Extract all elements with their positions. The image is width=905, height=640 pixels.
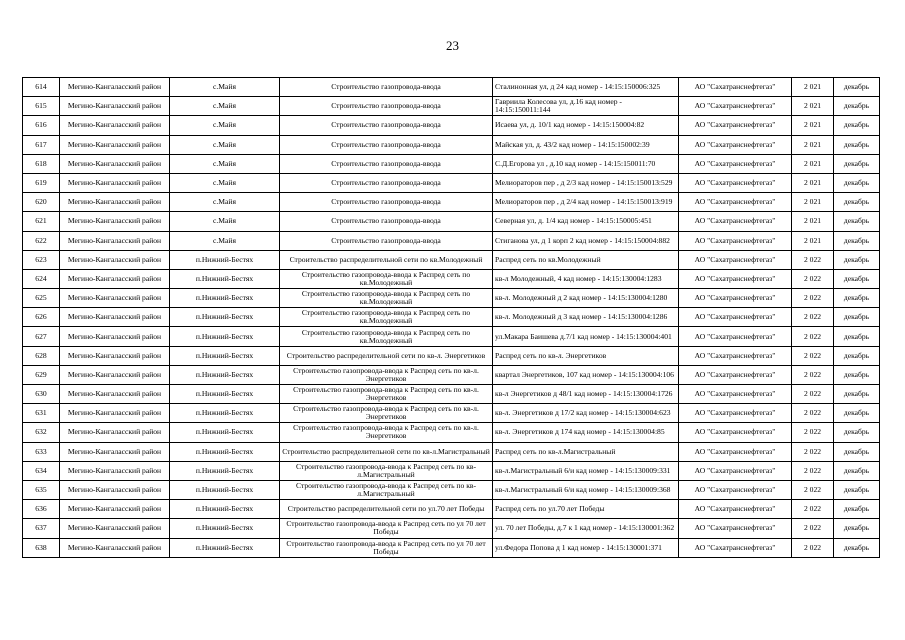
year-cell: 2 021 — [792, 116, 834, 135]
address-cell: кв-л Энергетиков д 48/1 кад номер - 14:15:130004:1726 — [493, 385, 679, 404]
row-number-cell: 631 — [23, 404, 60, 423]
page-number: 23 — [446, 38, 459, 53]
work-type-cell: Строительство газопровода-ввода к Распред сеть по кв-л. Энергетиков — [280, 423, 493, 442]
table-row — [23, 154, 880, 173]
district-cell: Мегино-Кангаласский район — [60, 116, 170, 135]
settlement-cell: с.Майя — [170, 154, 280, 173]
organization-cell: АО "Сахатранснефтегаз" — [679, 231, 792, 250]
work-type-cell: Строительство газопровода-ввода — [280, 135, 493, 154]
table-row — [23, 385, 880, 404]
table-row — [23, 442, 880, 461]
district-cell: Мегино-Кангаласский район — [60, 154, 170, 173]
work-type-cell: Строительство газопровода-ввода к Распред сеть по ул 70 лет Победы — [280, 538, 493, 557]
organization-cell: АО "Сахатранснефтегаз" — [679, 193, 792, 212]
organization-cell: АО "Сахатранснефтегаз" — [679, 442, 792, 461]
year-cell: 2 022 — [792, 250, 834, 269]
work-type-cell: Строительство газопровода-ввода — [280, 193, 493, 212]
table-row — [23, 423, 880, 442]
row-number-cell: 621 — [23, 212, 60, 231]
month-cell: декабрь — [834, 365, 880, 384]
month-cell: декабрь — [834, 519, 880, 538]
organization-cell: АО "Сахатранснефтегаз" — [679, 308, 792, 327]
year-cell: 2 021 — [792, 173, 834, 192]
organization-cell: АО "Сахатранснефтегаз" — [679, 538, 792, 557]
organization-cell: АО "Сахатранснефтегаз" — [679, 346, 792, 365]
year-cell: 2 022 — [792, 385, 834, 404]
address-cell: Стиганова ул, д 1 корп 2 кад номер - 14:15:150004:882 — [493, 231, 679, 250]
organization-cell: АО "Сахатранснефтегаз" — [679, 173, 792, 192]
work-type-cell: Строительство газопровода-ввода к Распред сеть по кв.Молодежный — [280, 269, 493, 288]
organization-cell: АО "Сахатранснефтегаз" — [679, 135, 792, 154]
work-type-cell: Строительство газопровода-ввода к Распред сеть по кв-л. Энергетиков — [280, 404, 493, 423]
work-type-cell: Строительство газопровода-ввода — [280, 173, 493, 192]
row-number-cell: 627 — [23, 327, 60, 346]
month-cell: декабрь — [834, 212, 880, 231]
district-cell: Мегино-Кангаласский район — [60, 250, 170, 269]
table-row — [23, 404, 880, 423]
year-cell: 2 022 — [792, 327, 834, 346]
year-cell: 2 021 — [792, 212, 834, 231]
settlement-cell: п.Нижний-Бестях — [170, 480, 280, 499]
row-number-cell: 617 — [23, 135, 60, 154]
row-number-cell: 638 — [23, 538, 60, 557]
year-cell: 2 022 — [792, 500, 834, 519]
year-cell: 2 021 — [792, 78, 834, 97]
row-number-cell: 625 — [23, 289, 60, 308]
district-cell: Мегино-Кангаласский район — [60, 404, 170, 423]
work-type-cell: Строительство газопровода-ввода — [280, 154, 493, 173]
month-cell: декабрь — [834, 404, 880, 423]
settlement-cell: п.Нижний-Бестях — [170, 461, 280, 480]
organization-cell: АО "Сахатранснефтегаз" — [679, 78, 792, 97]
month-cell: декабрь — [834, 154, 880, 173]
district-cell: Мегино-Кангаласский район — [60, 500, 170, 519]
work-type-cell: Строительство газопровода-ввода к Распред сеть по кв-л. Энергетиков — [280, 385, 493, 404]
settlement-cell: п.Нижний-Бестях — [170, 538, 280, 557]
table-row — [23, 212, 880, 231]
row-number-cell: 623 — [23, 250, 60, 269]
organization-cell: АО "Сахатранснефтегаз" — [679, 154, 792, 173]
row-number-cell: 634 — [23, 461, 60, 480]
table-row — [23, 346, 880, 365]
work-type-cell: Строительство распределительной сети по кв.Молодежный — [280, 250, 493, 269]
table-row — [23, 500, 880, 519]
organization-cell: АО "Сахатранснефтегаз" — [679, 116, 792, 135]
address-cell: кв-л. Молодежный д 2 кад номер - 14:15:130004:1280 — [493, 289, 679, 308]
year-cell: 2 022 — [792, 519, 834, 538]
settlement-cell: п.Нижний-Бестях — [170, 404, 280, 423]
work-type-cell: Строительство газопровода-ввода — [280, 231, 493, 250]
district-cell: Мегино-Кангаласский район — [60, 289, 170, 308]
month-cell: декабрь — [834, 193, 880, 212]
settlement-cell: с.Майя — [170, 173, 280, 192]
settlement-cell: п.Нижний-Бестях — [170, 385, 280, 404]
month-cell: декабрь — [834, 461, 880, 480]
year-cell: 2 022 — [792, 461, 834, 480]
address-cell: Распред сеть по кв-л.Магистральный — [493, 442, 679, 461]
month-cell: декабрь — [834, 308, 880, 327]
settlement-cell: с.Майя — [170, 116, 280, 135]
year-cell: 2 022 — [792, 289, 834, 308]
table-row — [23, 289, 880, 308]
month-cell: декабрь — [834, 480, 880, 499]
year-cell: 2 021 — [792, 193, 834, 212]
organization-cell: АО "Сахатранснефтегаз" — [679, 480, 792, 499]
month-cell: декабрь — [834, 97, 880, 116]
month-cell: декабрь — [834, 173, 880, 192]
table-row — [23, 231, 880, 250]
row-number-cell: 637 — [23, 519, 60, 538]
organization-cell: АО "Сахатранснефтегаз" — [679, 519, 792, 538]
settlement-cell: с.Майя — [170, 97, 280, 116]
district-cell: Мегино-Кангаласский район — [60, 461, 170, 480]
organization-cell: АО "Сахатранснефтегаз" — [679, 250, 792, 269]
table-row — [23, 365, 880, 384]
year-cell: 2 021 — [792, 97, 834, 116]
row-number-cell: 620 — [23, 193, 60, 212]
address-cell: Майская ул, д. 43/2 кад номер - 14:15:150002:39 — [493, 135, 679, 154]
settlement-cell: п.Нижний-Бестях — [170, 308, 280, 327]
work-type-cell: Строительство газопровода-ввода к Распред сеть по ул 70 лет Победы — [280, 519, 493, 538]
table-row — [23, 250, 880, 269]
district-cell: Мегино-Кангаласский район — [60, 385, 170, 404]
settlement-cell: п.Нижний-Бестях — [170, 346, 280, 365]
address-cell: Северная ул, д. 1/4 кад номер - 14:15:150005:451 — [493, 212, 679, 231]
row-number-cell: 635 — [23, 480, 60, 499]
settlement-cell: п.Нижний-Бестях — [170, 250, 280, 269]
table-row — [23, 97, 880, 116]
year-cell: 2 022 — [792, 538, 834, 557]
table-body — [23, 78, 880, 558]
work-type-cell: Строительство газопровода-ввода к Распред сеть по кв.Молодежный — [280, 308, 493, 327]
year-cell: 2 022 — [792, 404, 834, 423]
month-cell: декабрь — [834, 269, 880, 288]
year-cell: 2 022 — [792, 346, 834, 365]
month-cell: декабрь — [834, 116, 880, 135]
settlement-cell: с.Майя — [170, 135, 280, 154]
month-cell: декабрь — [834, 289, 880, 308]
work-type-cell: Строительство распределительной сети по кв-л.Магистральный — [280, 442, 493, 461]
address-cell: ул. 70 лет Победы, д.7 к 1 кад номер - 14:15:130001:362 — [493, 519, 679, 538]
table-row — [23, 327, 880, 346]
month-cell: декабрь — [834, 500, 880, 519]
table-row — [23, 193, 880, 212]
district-cell: Мегино-Кангаласский район — [60, 346, 170, 365]
address-cell: ул.Макара Баишева д.7/1 кад номер - 14:15:130004:401 — [493, 327, 679, 346]
district-cell: Мегино-Кангаласский район — [60, 97, 170, 116]
settlement-cell: с.Майя — [170, 231, 280, 250]
settlement-cell: п.Нижний-Бестях — [170, 269, 280, 288]
address-cell: Мелиораторов пер , д 2/3 кад номер - 14:15:150013:529 — [493, 173, 679, 192]
register-table — [22, 77, 880, 558]
row-number-cell: 615 — [23, 97, 60, 116]
table-row — [23, 78, 880, 97]
row-number-cell: 630 — [23, 385, 60, 404]
district-cell: Мегино-Кангаласский район — [60, 442, 170, 461]
settlement-cell: с.Майя — [170, 78, 280, 97]
row-number-cell: 632 — [23, 423, 60, 442]
table-row — [23, 308, 880, 327]
month-cell: декабрь — [834, 135, 880, 154]
row-number-cell: 618 — [23, 154, 60, 173]
work-type-cell: Строительство газопровода-ввода к Распред сеть по кв.Молодежный — [280, 289, 493, 308]
row-number-cell: 616 — [23, 116, 60, 135]
row-number-cell: 624 — [23, 269, 60, 288]
year-cell: 2 021 — [792, 135, 834, 154]
month-cell: декабрь — [834, 78, 880, 97]
district-cell: Мегино-Кангаласский район — [60, 135, 170, 154]
year-cell: 2 022 — [792, 442, 834, 461]
district-cell: Мегино-Кангаласский район — [60, 538, 170, 557]
organization-cell: АО "Сахатранснефтегаз" — [679, 423, 792, 442]
work-type-cell: Строительство газопровода-ввода — [280, 212, 493, 231]
organization-cell: АО "Сахатранснефтегаз" — [679, 269, 792, 288]
row-number-cell: 622 — [23, 231, 60, 250]
settlement-cell: п.Нижний-Бестях — [170, 442, 280, 461]
year-cell: 2 022 — [792, 269, 834, 288]
table-row — [23, 135, 880, 154]
work-type-cell: Строительство газопровода-ввода к Распред сеть по кв-л. Энергетиков — [280, 365, 493, 384]
address-cell: кв-л. Энергетиков д 174 кад номер - 14:15:130004:85 — [493, 423, 679, 442]
address-cell: Гавриила Колесова ул, д.16 кад номер - 14:15:150011:144 — [493, 97, 679, 116]
address-cell: С.Д.Егорова ул , д.10 кад номер - 14:15:150011:70 — [493, 154, 679, 173]
settlement-cell: п.Нижний-Бестях — [170, 423, 280, 442]
address-cell: кв-л Молодежный, 4 кад номер - 14:15:130004:1283 — [493, 269, 679, 288]
address-cell: квартал Энергетиков, 107 кад номер - 14:15:130004:106 — [493, 365, 679, 384]
month-cell: декабрь — [834, 327, 880, 346]
work-type-cell: Строительство газопровода-ввода к Распред сеть по кв-л.Магистральный — [280, 461, 493, 480]
work-type-cell: Строительство газопровода-ввода к Распред сеть по кв.Молодежный — [280, 327, 493, 346]
row-number-cell: 619 — [23, 173, 60, 192]
work-type-cell: Строительство распределительной сети по ул.70 лет Победы — [280, 500, 493, 519]
table-row — [23, 116, 880, 135]
month-cell: декабрь — [834, 231, 880, 250]
month-cell: декабрь — [834, 423, 880, 442]
month-cell: декабрь — [834, 346, 880, 365]
year-cell: 2 022 — [792, 365, 834, 384]
row-number-cell: 628 — [23, 346, 60, 365]
address-cell: кв-л. Энергетиков д 17/2 кад номер - 14:15:130004:623 — [493, 404, 679, 423]
district-cell: Мегино-Кангаласский район — [60, 231, 170, 250]
table-row — [23, 461, 880, 480]
district-cell: Мегино-Кангаласский район — [60, 308, 170, 327]
work-type-cell: Строительство газопровода-ввода — [280, 116, 493, 135]
address-cell: Распред сеть по кв-л. Энергетиков — [493, 346, 679, 365]
settlement-cell: с.Майя — [170, 212, 280, 231]
row-number-cell: 636 — [23, 500, 60, 519]
organization-cell: АО "Сахатранснефтегаз" — [679, 404, 792, 423]
district-cell: Мегино-Кангаласский район — [60, 519, 170, 538]
settlement-cell: п.Нижний-Бестях — [170, 327, 280, 346]
organization-cell: АО "Сахатранснефтегаз" — [679, 327, 792, 346]
district-cell: Мегино-Кангаласский район — [60, 193, 170, 212]
organization-cell: АО "Сахатранснефтегаз" — [679, 385, 792, 404]
district-cell: Мегино-Кангаласский район — [60, 365, 170, 384]
district-cell: Мегино-Кангаласский район — [60, 78, 170, 97]
table-row — [23, 519, 880, 538]
year-cell: 2 021 — [792, 231, 834, 250]
organization-cell: АО "Сахатранснефтегаз" — [679, 97, 792, 116]
address-cell: Сталинонная ул, д 24 кад номер - 14:15:150006:325 — [493, 78, 679, 97]
address-cell: Мелиораторов пер , д 2/4 кад номер - 14:15:150013:919 — [493, 193, 679, 212]
year-cell: 2 022 — [792, 480, 834, 499]
row-number-cell: 633 — [23, 442, 60, 461]
settlement-cell: п.Нижний-Бестях — [170, 500, 280, 519]
district-cell: Мегино-Кангаласский район — [60, 212, 170, 231]
address-cell: Распред сеть по кв.Молодежный — [493, 250, 679, 269]
row-number-cell: 626 — [23, 308, 60, 327]
row-number-cell: 629 — [23, 365, 60, 384]
month-cell: декабрь — [834, 385, 880, 404]
table-row — [23, 538, 880, 557]
district-cell: Мегино-Кангаласский район — [60, 480, 170, 499]
address-cell: Исаева ул, д. 10/1 кад номер - 14:15:150004:82 — [493, 116, 679, 135]
district-cell: Мегино-Кангаласский район — [60, 269, 170, 288]
district-cell: Мегино-Кангаласский район — [60, 327, 170, 346]
organization-cell: АО "Сахатранснефтегаз" — [679, 500, 792, 519]
district-cell: Мегино-Кангаласский район — [60, 173, 170, 192]
month-cell: декабрь — [834, 538, 880, 557]
settlement-cell: с.Майя — [170, 193, 280, 212]
organization-cell: АО "Сахатранснефтегаз" — [679, 461, 792, 480]
month-cell: декабрь — [834, 250, 880, 269]
organization-cell: АО "Сахатранснефтегаз" — [679, 212, 792, 231]
row-number-cell: 614 — [23, 78, 60, 97]
organization-cell: АО "Сахатранснефтегаз" — [679, 365, 792, 384]
settlement-cell: п.Нижний-Бестях — [170, 519, 280, 538]
work-type-cell: Строительство газопровода-ввода — [280, 97, 493, 116]
table-row — [23, 173, 880, 192]
work-type-cell: Строительство распределительной сети по кв-л. Энергетиков — [280, 346, 493, 365]
settlement-cell: п.Нижний-Бестях — [170, 289, 280, 308]
address-cell: кв-л. Молодежный д 3 кад номер - 14:15:130004:1286 — [493, 308, 679, 327]
address-cell: кв-л.Магистральный 6/и кад номер - 14:15:130009:331 — [493, 461, 679, 480]
work-type-cell: Строительство газопровода-ввода к Распред сеть по кв-л.Магистральный — [280, 480, 493, 499]
table-row — [23, 269, 880, 288]
month-cell: декабрь — [834, 442, 880, 461]
organization-cell: АО "Сахатранснефтегаз" — [679, 289, 792, 308]
table-row — [23, 480, 880, 499]
work-type-cell: Строительство газопровода-ввода — [280, 78, 493, 97]
settlement-cell: п.Нижний-Бестях — [170, 365, 280, 384]
district-cell: Мегино-Кангаласский район — [60, 423, 170, 442]
year-cell: 2 022 — [792, 308, 834, 327]
address-cell: ул.Федора Попова д 1 кад номер - 14:15:130001:371 — [493, 538, 679, 557]
address-cell: кв-л.Магистральный 6/и кад номер - 14:15:130009:368 — [493, 480, 679, 499]
year-cell: 2 022 — [792, 423, 834, 442]
year-cell: 2 021 — [792, 154, 834, 173]
address-cell: Распред сеть по ул.70 лет Победы — [493, 500, 679, 519]
